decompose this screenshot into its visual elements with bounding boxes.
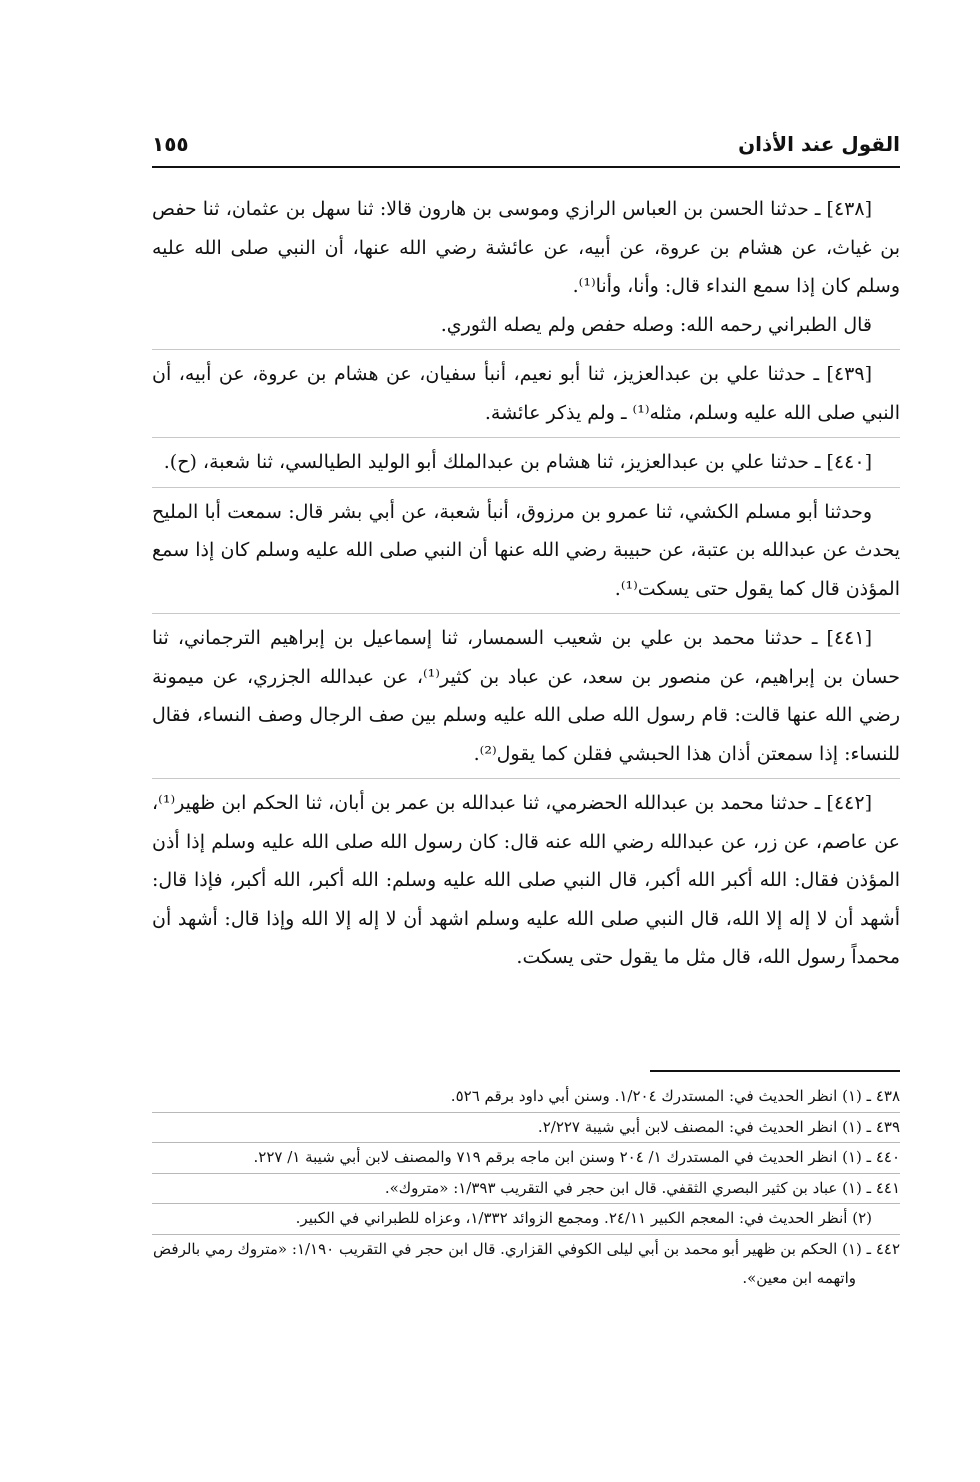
tabarani-comment: قال الطبراني رحمه الله: وصله حفص ولم يصله الثوري. (440, 313, 872, 336)
page-header (152, 118, 900, 168)
paragraph-divider (152, 349, 900, 350)
main-text (152, 190, 900, 977)
paragraph-divider (152, 778, 900, 779)
footnote-441-1: ٤٤١ ـ (١) عباد بن كثير البصري الثقفي. قال ابن حجر في التقريب ١/٣٩٣: «متروك». (384, 1178, 900, 1197)
hadith-442: [٤٤٢] ـ حدثنا محمد بن عبدالله الحضرمي، ثنا عبدالله بن عمر بن أبان، ثنا الحكم ابن ظهير⁽¹⁾، عن عاصم، عن زر، عن عبدالله رضي الله عنه قال: كان رسول الله صلى الله عليه وسلم إذا أذن المؤذن فقال: الله أكبر الله أكبر، قال النبي صلى الله عليه وسلم: الله أكبر، الله أكبر، فإذا قال: أشهد أن لا إله إلا الله، قال النبي صلى الله عليه وسلم اشهد أن لا إله إلا الله وإذا قال: أشهد أن محمداً رسول الله، قال مثل ما يقول حتى يسكت. (152, 792, 900, 968)
hadith-439: [٤٣٩] ـ حدثنا علي بن عبدالعزيز، ثنا أبو نعيم، أنبأ سفيان، عن هشام بن عروة، عن أبيه، أن النبي صلى الله عليه وسلم، مثله⁽¹⁾ ـ ولم يذكر عائشة. (152, 363, 900, 424)
footnote-441-2: (٢) أنظر الحديث في: المعجم الكبير ٢٤/١١. ومجمع الزوائد ١/٣٣٢، وعزاه للطبراني في الكبير. (295, 1209, 872, 1227)
footnotes (152, 1082, 900, 1294)
hadith-441: [٤٤١] ـ حدثنا محمد بن علي بن شعيب السمسار، ثنا إسماعيل بن إبراهيم الترجماني، ثنا حسان بن إبراهيم، عن منصور بن سعد، عن عباد بن كثير⁽¹⁾، عن عبدالله الجزري، عن ميمونة رضي الله عنها قالت: قام رسول الله صلى الله عليه وسلم بين صف الرجال وصف النساء، فقال للنساء: إذا سمعتن أذان هذا الحبشي فقلن كما يقول⁽²⁾. (152, 627, 900, 765)
paragraph-divider (152, 437, 900, 438)
footnote-439: ٤٣٩ ـ (١) انظر الحديث في: المصنف لابن أبي شيبة ٢/٢٢٧. (537, 1117, 900, 1136)
footnote-438: ٤٣٨ ـ (١) انظر الحديث في: المستدرك ١/٢٠٤. وسنن أبي داود برقم ٥٢٦. (450, 1087, 900, 1105)
paragraph-divider (152, 487, 900, 488)
footnote-440: ٤٤٠ ـ (١) انظر الحديث في المستدرك ١/ ٢٠٤ وسنن ابن ماجه برقم ٧١٩ والمصنف لابن أبي شيبة ١/ ٢٢٧. (253, 1148, 900, 1166)
hadith-440: [٤٤٠] ـ حدثنا علي بن عبدالعزيز، ثنا هشام بن عبدالملك أبو الوليد الطيالسي، ثنا شعبة، (ح). (163, 451, 872, 473)
running-title: القول عند الأذان (738, 132, 900, 156)
hadith-440-second-chain: وحدثنا أبو مسلم الكشي، ثنا عمرو بن مرزوق، أنبأ شعبة، عن أبي بشر قال: سمعت أبا المليح يحدث عن عبدالله بن عتبة، عن حبيبة رضي الله عنها أن النبي صلى الله عليه وسلم كان إذا سمع المؤذن قال كما يقول حتى يسكت⁽¹⁾. (152, 500, 900, 600)
paragraph-divider (152, 613, 900, 614)
hadith-438: [٤٣٨] ـ حدثنا الحسن بن العباس الرازي وموسى بن هارون قالا: ثنا سهل بن عثمان، ثنا حفص بن غياث، عن هشام بن عروة، عن أبيه، عن عائشة رضي الله عنها، أن النبي صلى الله عليه وسلم كان إذا سمع النداء قال: وأنا، وأنا⁽¹⁾. (152, 198, 900, 297)
footnote-separator (650, 1070, 900, 1072)
page-number: ١٥٥ (152, 132, 189, 156)
footnote-442: ٤٤٢ ـ (١) الحكم بن ظهير أبو محمد بن أبي ليلى الكوفي القزاري. قال ابن حجر في التقريب ١/١٩٠: «متروك رمي بالرفض واتهمه ابن معين». (153, 1239, 900, 1287)
